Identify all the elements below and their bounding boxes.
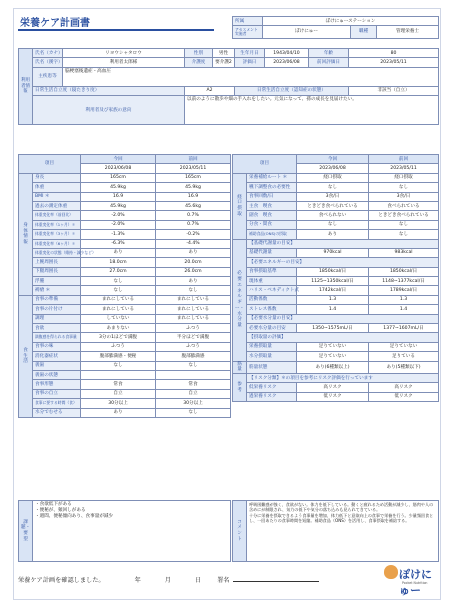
meal-prev: ふつう (156, 342, 231, 351)
body-label: 体重変化率（1ヶ月）＊ (33, 220, 81, 229)
meal-row (19, 380, 231, 389)
energy-now: 1350~1575mL/日 (297, 324, 369, 333)
body-label: 下腿周囲長 (33, 267, 81, 276)
route-row (233, 201, 439, 210)
body-rows (19, 173, 231, 295)
energy-label: 現体重 (247, 277, 297, 286)
meal-row (19, 333, 231, 342)
energy-label: 必要水分量の目安 (247, 324, 297, 333)
route-label: 食事回数/日 (247, 192, 297, 201)
signature-sign-label: 署名 (217, 577, 230, 584)
energy-row (233, 324, 439, 333)
energy-rows (233, 239, 439, 361)
body-row (19, 220, 231, 229)
route-section-label: 経口摂取 (233, 173, 247, 239)
body-prev: 45.6kg (156, 201, 231, 210)
role-label: 職種 (351, 26, 377, 39)
meal-label: 食事形態 (33, 380, 81, 389)
body-row (19, 211, 231, 220)
energy-row (233, 352, 439, 361)
energy-row (233, 267, 439, 276)
body-now: -2.0% (81, 211, 156, 220)
energy-now: 足りていない (297, 352, 369, 361)
energy-now: 1.4 (297, 305, 369, 314)
route-label: 嚥下調整食の必要性 (247, 183, 297, 192)
body-row (19, 192, 231, 201)
body-label: BMI ＊ (33, 192, 81, 201)
energy-row (233, 314, 439, 323)
body-now: 45.9kg (81, 183, 156, 192)
risk-over-label: 過栄養リスク (247, 392, 297, 401)
body-prev: なし (156, 286, 231, 295)
logo-text: ぽけにゅー (399, 568, 432, 597)
wish-label: 利用者及び家族の意向 (33, 96, 185, 125)
title-underline (18, 29, 214, 31)
right-table (232, 154, 439, 402)
age-label: 年齢 (309, 49, 349, 58)
energy-now: 1742kcal/日 (297, 286, 369, 295)
meal-now: なし (81, 361, 156, 370)
energy-prev: 1377~1607mL/日 (369, 324, 439, 333)
signature-line (18, 575, 319, 584)
route-label: 分食・間食 (247, 220, 297, 229)
meal-prev: まれにしている (156, 295, 231, 304)
energy-prev: 1789kcal/日 (369, 286, 439, 295)
risk-over-prev: 低リスク (369, 392, 439, 401)
adl-label: 日常生活自立度（寝たきり度） (33, 86, 185, 95)
energy-label: 基礎代謝量 (247, 248, 297, 257)
prev-date-value: 2023/05/11 (349, 58, 439, 67)
meal-now: 自立 (81, 389, 156, 398)
risk-section-label: 参考 (233, 374, 247, 402)
energy-row (233, 277, 439, 286)
energy-row (233, 333, 439, 342)
frail-section-label: 筋量 (233, 361, 247, 373)
energy-row (233, 286, 439, 295)
meal-label: 水分でむせる (33, 408, 81, 417)
comment-table (232, 500, 439, 562)
issues-section-label: 課題・要望 (19, 501, 33, 562)
items-header-left: 項目 (19, 155, 81, 174)
body-label: 上腕周囲長 (33, 258, 81, 267)
signature-field[interactable] (233, 581, 319, 582)
meal-row (19, 314, 231, 323)
body-section-label: 身体情報 (19, 173, 33, 295)
body-prev: -0.2% (156, 230, 231, 239)
energy-label: 水分摂取量 (247, 352, 297, 361)
issues-text: ・食欲低下がある ・便秘が、頻回しがある ・週間、便秘傾向あり、食事量が減少 (33, 501, 231, 562)
comment-text: 呼吸困難感が強く、食欲がない。体力を低下している。動くと疲れるため活動が減少し、筋肉や人の含めにが制限され、気力の低下や気分の落ち込みも見られてきている。 十分に栄養を摂取できるよう食事量を増加、体力低下と意欲向上の食事で栄養を行う。少量頻回食とし、一回あたりの食事時間を短縮。補助食品（ONS）を活用し、食事摂取を補給する。 (247, 501, 439, 562)
signature-month: 月 (164, 577, 171, 584)
body-row (19, 239, 231, 248)
energy-prev: 983kcal (369, 248, 439, 257)
energy-subheader: 【摂取量の評価】 (247, 333, 439, 342)
signature-text: 栄養ケア計画を確認しました。 (18, 577, 105, 584)
dementia-value: 非該当（自立） (349, 86, 439, 95)
route-row (233, 220, 439, 229)
risk-over-now: 低リスク (297, 392, 369, 401)
energy-prev: 1.4 (369, 305, 439, 314)
meal-section-label: 食生活 (19, 295, 33, 417)
body-row (19, 173, 231, 182)
meal-prev: 常食 (156, 380, 231, 389)
dob-value: 1943/04/10 (265, 49, 309, 58)
energy-row (233, 305, 439, 314)
sex-label: 性別 (185, 49, 213, 58)
body-now: あり (81, 248, 156, 257)
body-row (19, 248, 231, 257)
body-now: 165cm (81, 173, 156, 182)
meal-now: あまりない (81, 324, 156, 333)
energy-label: 栄養摂取量 (247, 342, 297, 351)
disease-label: 主疾患等 (33, 67, 63, 86)
care-value: 要介護2 (213, 58, 235, 67)
body-now: 16.9 (81, 192, 156, 201)
kana-label: 氏名（カナ） (33, 49, 63, 58)
body-label: 体重変化率（3ヶ月）＊ (33, 230, 81, 239)
signature-day: 日 (194, 577, 202, 584)
meal-row (19, 295, 231, 304)
energy-label: 活動係数 (247, 295, 297, 304)
meal-now: 常食 (81, 380, 156, 389)
meal-rows (19, 295, 231, 417)
disease-value: 脳梗塞後遺症・高血圧 (63, 67, 439, 86)
route-row (233, 173, 439, 182)
logo-subtext: Pocket Nutrition (402, 581, 428, 585)
body-row (19, 230, 231, 239)
route-now: あり (297, 230, 369, 239)
body-label: 体重 (33, 183, 81, 192)
meal-label: 食事の片付け (33, 305, 81, 314)
meal-prev: なし (156, 361, 231, 370)
now-header-right: 今回 (297, 155, 369, 164)
kana-value: リヨウシャタロウ (63, 49, 185, 58)
energy-now: 1.3 (297, 295, 369, 304)
care-label: 介護度 (185, 58, 213, 67)
meal-row (19, 352, 231, 361)
meal-row (19, 342, 231, 351)
body-prev: 16.9 (156, 192, 231, 201)
energy-row (233, 239, 439, 248)
meal-label: 食事の準備 (33, 295, 81, 304)
date-value: 2023/06/08 (265, 58, 309, 67)
frail-prev: あり(5種類以下) (369, 361, 439, 373)
route-now: なし (297, 183, 369, 192)
meal-label: 調理 (33, 314, 81, 323)
body-now: -2.0% (81, 220, 156, 229)
energy-row (233, 342, 439, 351)
user-section-label: 利用者情報 (19, 49, 33, 125)
body-row (19, 286, 231, 295)
body-label: 体重変化の状態（維持・減少など） (33, 248, 81, 257)
energy-label: 食事摂取基準 (247, 267, 297, 276)
route-prev: なし (369, 220, 439, 229)
route-now: なし (297, 220, 369, 229)
meal-prev: 腹部膨満感 (156, 352, 231, 361)
sex-value: 男性 (213, 49, 235, 58)
body-label: 浮腫 (33, 277, 81, 286)
body-prev: 26.0cm (156, 267, 231, 276)
wish-value: 以前のように散歩や畑の手入れをしたい。元気になって、孫の成長を見届けたい。 (185, 96, 439, 125)
meal-label: 食事の自立 (33, 389, 81, 398)
route-now: 食べられない (297, 211, 369, 220)
assessor-value: ぽけにゅー (263, 26, 351, 39)
route-prev: 食べられている (369, 201, 439, 210)
dog-mascot-icon (384, 565, 398, 579)
energy-label: ハリス・ベネディクト式 (247, 286, 297, 295)
body-prev: 0.7% (156, 211, 231, 220)
meal-row (19, 389, 231, 398)
body-now: なし (81, 277, 156, 286)
adl-value: A2 (185, 86, 235, 95)
energy-now: 1850kcal/日 (297, 267, 369, 276)
prev-header-right: 前回 (369, 155, 439, 164)
facility-label: 所属 (233, 17, 263, 26)
energy-row (233, 295, 439, 304)
meal-label: 消化器症状 (33, 352, 81, 361)
now-header-left: 今回 (81, 155, 156, 164)
route-now: 経口摂取 (297, 173, 369, 182)
risk-header: 【リスク分類】＊の項目を参考にリスク評価を行っています (247, 374, 439, 383)
prev-header-left: 前回 (156, 155, 231, 164)
meal-row (19, 361, 231, 370)
meal-label: 義歯の状態 (33, 370, 81, 379)
meal-label: 食欲 (33, 324, 81, 333)
route-row (233, 192, 439, 201)
energy-section-label: 必要エネルギー・水分量 (233, 239, 247, 361)
assessor-label: アセスメント実施者 (233, 26, 263, 39)
page-title: 栄養ケア計画書 (20, 18, 90, 29)
items-header-right: 項目 (233, 155, 297, 174)
body-label: 身長 (33, 173, 81, 182)
name-label: 氏名（漢字） (33, 58, 63, 67)
left-table (18, 154, 231, 418)
route-row (233, 211, 439, 220)
meal-now: していない (81, 314, 156, 323)
body-now: -6.3% (81, 239, 156, 248)
frail-label: 筋量状態 (247, 361, 297, 373)
meal-label: 食事に要する時間（食） (33, 399, 81, 408)
brand-logo (384, 563, 440, 597)
meal-now: 3分の1ほどで満腹 (81, 333, 156, 342)
meal-prev: 30分以上 (156, 399, 231, 408)
issues-table (18, 500, 231, 562)
route-row (233, 183, 439, 192)
body-label: 体重変化率（6ヶ月）＊ (33, 239, 81, 248)
energy-subheader: 【必要水分量の目安】 (247, 314, 439, 323)
risk-under-now: 高リスク (297, 383, 369, 392)
meal-label: 義歯 (33, 361, 81, 370)
route-label: 補助食品(ONS)の摂取 (247, 230, 297, 239)
comment-section-label: コメント (233, 501, 247, 562)
route-now: 3食/日 (297, 192, 369, 201)
body-prev: -4.4% (156, 239, 231, 248)
meal-prev: なし (156, 408, 231, 417)
route-prev: 経口摂取 (369, 173, 439, 182)
energy-subheader: 【必要エネルギーの目安】 (247, 258, 439, 267)
body-prev: 45.9kg (156, 183, 231, 192)
energy-now: 足りていない (297, 342, 369, 351)
body-now: 27.0cm (81, 267, 156, 276)
meal-now: 30分以上 (81, 399, 156, 408)
body-label: 褥瘡 ＊ (33, 286, 81, 295)
energy-prev: 1850kcal/日 (369, 267, 439, 276)
body-row (19, 267, 231, 276)
body-prev: 0.7% (156, 220, 231, 229)
meal-prev (156, 370, 231, 379)
route-prev: ときどき食べられている (369, 211, 439, 220)
user-info-table (18, 48, 439, 125)
role-value: 管理栄養士 (377, 26, 439, 39)
body-now: -1.3% (81, 230, 156, 239)
now-date-left: 2023/06/08 (81, 164, 156, 173)
signature-year: 年 (134, 577, 141, 584)
now-date-right: 2023/06/08 (297, 164, 369, 173)
date-label: 評価日 (235, 58, 265, 67)
route-row (233, 230, 439, 239)
meal-now: あり (81, 408, 156, 417)
meal-now: まれにしている (81, 295, 156, 304)
meal-row (19, 370, 231, 379)
body-row (19, 183, 231, 192)
meal-now: まれにしている (81, 305, 156, 314)
prev-date-right: 2023/05/11 (369, 164, 439, 173)
energy-prev: 足りている (369, 352, 439, 361)
prev-date-left: 2023/05/11 (156, 164, 231, 173)
facility-value: ぽけにゅーステーション (263, 17, 439, 26)
frail-now: あり(6種類以上) (297, 361, 369, 373)
energy-prev: 1.3 (369, 295, 439, 304)
meal-now: ふつう (81, 342, 156, 351)
meal-label: 満腹感を得られる食事量 (33, 333, 81, 342)
meal-row (19, 408, 231, 417)
energy-now: 1125~1350kcal/日 (297, 277, 369, 286)
meal-row (19, 399, 231, 408)
body-label: 体重変化率（前回比） (33, 211, 81, 220)
body-row (19, 277, 231, 286)
meal-now (81, 370, 156, 379)
body-prev: あり (156, 277, 231, 286)
risk-under-prev: 高リスク (369, 383, 439, 392)
prev-date-label: 前回評価日 (309, 58, 349, 67)
route-label: 副食 喫食 (247, 211, 297, 220)
route-now: ときどき食べられている (297, 201, 369, 210)
route-prev: なし (369, 183, 439, 192)
route-prev: 3食/日 (369, 192, 439, 201)
name-value: 利用者太郎様 (63, 58, 185, 67)
route-rows (233, 173, 439, 239)
meal-prev: 半分ほどで満腹 (156, 333, 231, 342)
meal-prev: まれにしている (156, 305, 231, 314)
meal-now: 腹部膨満感・便秘 (81, 352, 156, 361)
meal-prev: 自立 (156, 389, 231, 398)
age-value: 80 (349, 49, 439, 58)
route-label: 主食 喫食 (247, 201, 297, 210)
dementia-label: 日常生活自立度（認知症の状態） (235, 86, 349, 95)
body-label: 過去の測定体重 (33, 201, 81, 210)
body-prev: あり (156, 248, 231, 257)
dob-label: 生年月日 (235, 49, 265, 58)
energy-now: 970kcal (297, 248, 369, 257)
body-now: なし (81, 286, 156, 295)
meal-row (19, 305, 231, 314)
body-row (19, 201, 231, 210)
energy-prev: 1148~1377kcal/日 (369, 277, 439, 286)
assessor-table (232, 25, 439, 39)
energy-subheader: 【基礎代謝量の目安】 (247, 239, 439, 248)
meal-label: 食事の味 (33, 342, 81, 351)
body-now: 45.9kg (81, 201, 156, 210)
meal-prev: まれにしている (156, 314, 231, 323)
risk-under-label: 低栄養リスク (247, 383, 297, 392)
route-prev: なし (369, 230, 439, 239)
body-prev: 165cm (156, 173, 231, 182)
meal-row (19, 324, 231, 333)
body-row (19, 258, 231, 267)
energy-row (233, 258, 439, 267)
energy-label: ストレス係数 (247, 305, 297, 314)
meal-prev: ふつう (156, 324, 231, 333)
route-label: 栄養補給ルート ＊ (247, 173, 297, 182)
energy-prev: 足りていない (369, 342, 439, 351)
energy-row (233, 248, 439, 257)
body-now: 18.0cm (81, 258, 156, 267)
body-prev: 20.0cm (156, 258, 231, 267)
